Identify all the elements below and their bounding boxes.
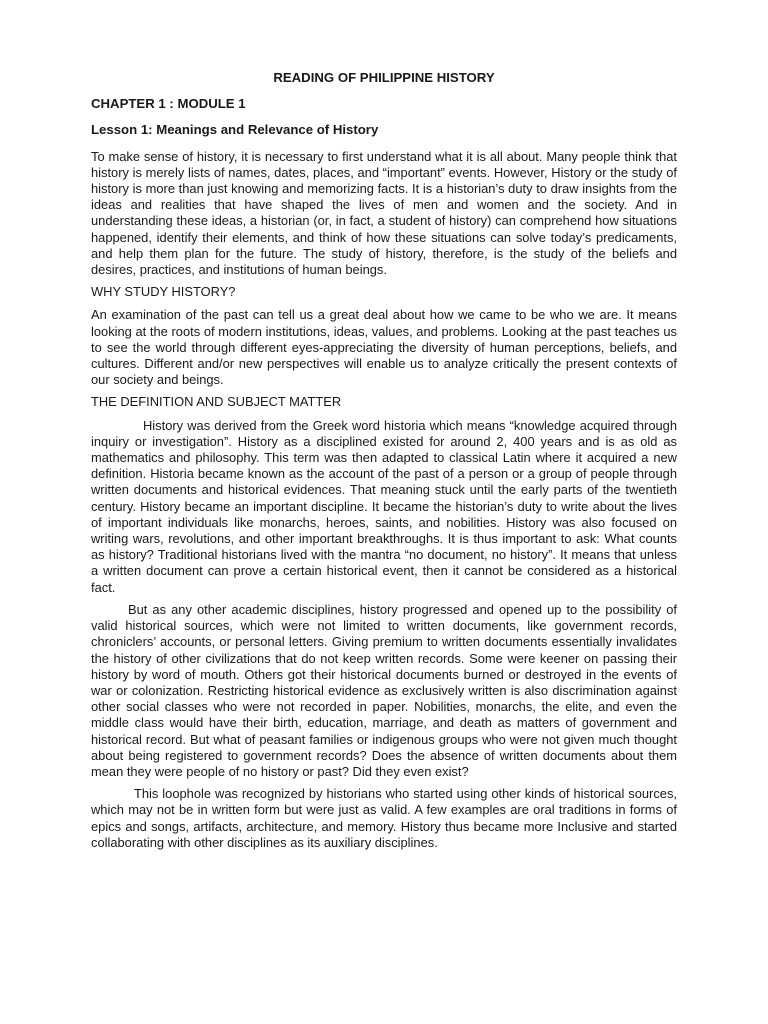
definition-heading: THE DEFINITION AND SUBJECT MATTER <box>91 394 342 410</box>
why-study-paragraph: An examination of the past can tell us a great deal about how we came to be who we are. It means looking at the roots of modern institutions, ideas, values, and problems. Looking at the past teaches us to see the world through different eyes-appreciating the diversity of human perceptions, beliefs, and cultures. Different and/or new perspectives will enable us to analyze critically the present contexts of our society and beings. <box>91 307 677 388</box>
lesson-heading: Lesson 1: Meanings and Relevance of History <box>91 122 379 138</box>
definition-paragraph-2: But as any other academic disciplines, history progressed and opened up to the possibility of valid historical sources, which were not limited to written documents, like government records, chroniclers’ accounts, or personal letters. Giving premium to written documents essentially invalidates the history of other civilizations that do not keep written records. Some were keener on passing their history by word of mouth. Others got their historical documents burned or destroyed in the events of war or colonization. Restricting historical evidence as exclusively written is also discrimination against other social classes who were not recorded in paper. Nobilities, monarchs, the elite, and even the middle class would have their birth, education, marriage, and death as matters of government and historical record. But what of peasant families or indigenous groups who were not given much thought about being registered to government records? Does the absence of written documents about them mean they were people of no history or past? Did they even exist? <box>91 601 677 779</box>
definition-paragraph-1: History was derived from the Greek word historia which means “knowledge acquired through inquiry or investigation”. History as a disciplined existed for around 2, 400 years and is as old as mathematics and philosophy. This term was then adapted to classical Latin where it acquired a new definition. Historia became known as the account of the past of a person or a group of people through written documents and historical evidences. That meaning stuck until the early parts of the twentieth century. History became an important discipline. It became the historian’s duty to write about the lives of important individuals like monarchs, heroes, saints, and nobilities. History was also focused on writing wars, revolutions, and other important breakthroughs. It is thus important to ask: What counts as history? Traditional historians lived with the mantra “no document, no history”. It means that unless a written document can prove a certain historical event, then it cannot be considered as a historical fact. <box>91 417 677 595</box>
chapter-heading: CHAPTER 1 : MODULE 1 <box>91 96 246 112</box>
why-study-heading: WHY STUDY HISTORY? <box>91 284 236 300</box>
intro-paragraph: To make sense of history, it is necessary to first understand what it is all about. Many people think that history is merely lists of names, dates, places, and “important” events. However, History or the study of history is more than just knowing and memorizing facts. It is a historian’s duty to draw insights from the ideas and realities that have shaped the lives of men and women and the society. And in understanding these ideas, a historian (or, in fact, a student of history) can comprehend how situations happened, identify their elements, and think of how these situations can solve today’s predicaments, and help them plan for the future. The study of history, therefore, is the study of the beliefs and desires, practices, and institutions of human beings. <box>91 148 677 278</box>
document-page <box>91 70 677 857</box>
definition-paragraph-3: This loophole was recognized by historians who started using other kinds of historical sources, which may not be in written form but were just as valid. A few examples are oral traditions in forms of epics and songs, artifacts, architecture, and memory. History thus became more Inclusive and started collaborating with other disciplines as its auxiliary disciplines. <box>91 786 677 850</box>
document-title: READING OF PHILIPPINE HISTORY <box>273 70 495 85</box>
